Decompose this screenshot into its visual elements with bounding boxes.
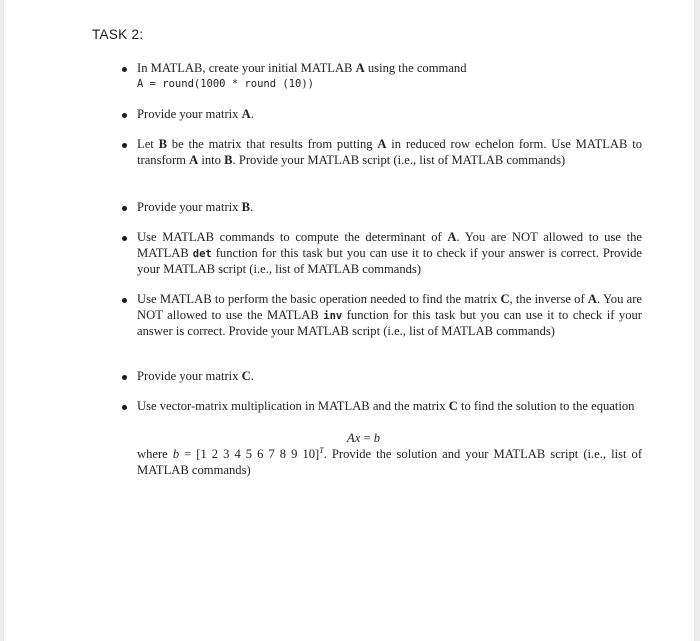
bullet-icon	[122, 67, 127, 72]
bullet-icon	[122, 143, 127, 148]
final-text: where b = [1 2 3 4 5 6 7 8 9 10]$^T$. Provide the solution and your MATLAB script (i.e., list of MATLAB commands)	[137, 445, 643, 477]
item-text: Provide your matrix B.	[137, 200, 254, 214]
list-item-provide-b	[122, 200, 642, 216]
list-item-provide-c	[122, 369, 642, 385]
item-text: Let B be the matrix that results from putting A in reduced row echelon form. Use MATLAB to transform A into B. Provide your MATLAB script (i.e., list of MATLAB commands)	[137, 137, 642, 167]
bullet-icon	[122, 113, 127, 118]
list-item-determinant	[122, 230, 642, 278]
item-text: Use MATLAB commands to compute the determinant of A. You are NOT allowed to use the MATLAB det function for this task but you can use it to check if your answer is correct. Provide your MATLAB script (i.e., list of MATLAB commands)	[137, 230, 642, 276]
bullet-icon	[122, 375, 127, 380]
bullet-icon	[122, 236, 127, 241]
bullet-icon	[122, 298, 127, 303]
list-item-vector-matrix	[122, 399, 642, 415]
document-page	[3, 0, 695, 641]
bullet-icon	[122, 405, 127, 410]
item-text: Provide your matrix C.	[137, 369, 254, 383]
item-line: In MATLAB, create your initial MATLAB A using the command	[137, 61, 467, 75]
item-text: Provide your matrix A.	[137, 107, 254, 121]
equation: Ax = b	[347, 431, 380, 445]
list-item-create-matrix	[122, 61, 642, 92]
list-item-rref	[122, 137, 642, 168]
item-text: Use MATLAB to perform the basic operation needed to find the matrix C, the inverse of A. You are NOT allowed to use the MATLAB inv function for this task but you can use it to check if your answer is correct. Provide your MATLAB script (i.e., list of MATLAB commands)	[137, 292, 642, 338]
item-text: Use vector-matrix multiplication in MATLAB and the matrix C to find the solution to the equation	[137, 399, 635, 413]
task-title: TASK 2:	[92, 27, 144, 42]
bullet-icon	[122, 206, 127, 211]
list-item-provide-a	[122, 107, 642, 123]
list-item-inverse	[122, 292, 642, 340]
item-text	[137, 61, 642, 92]
matlab-command: A = round(1000 * round (10))	[137, 77, 315, 90]
